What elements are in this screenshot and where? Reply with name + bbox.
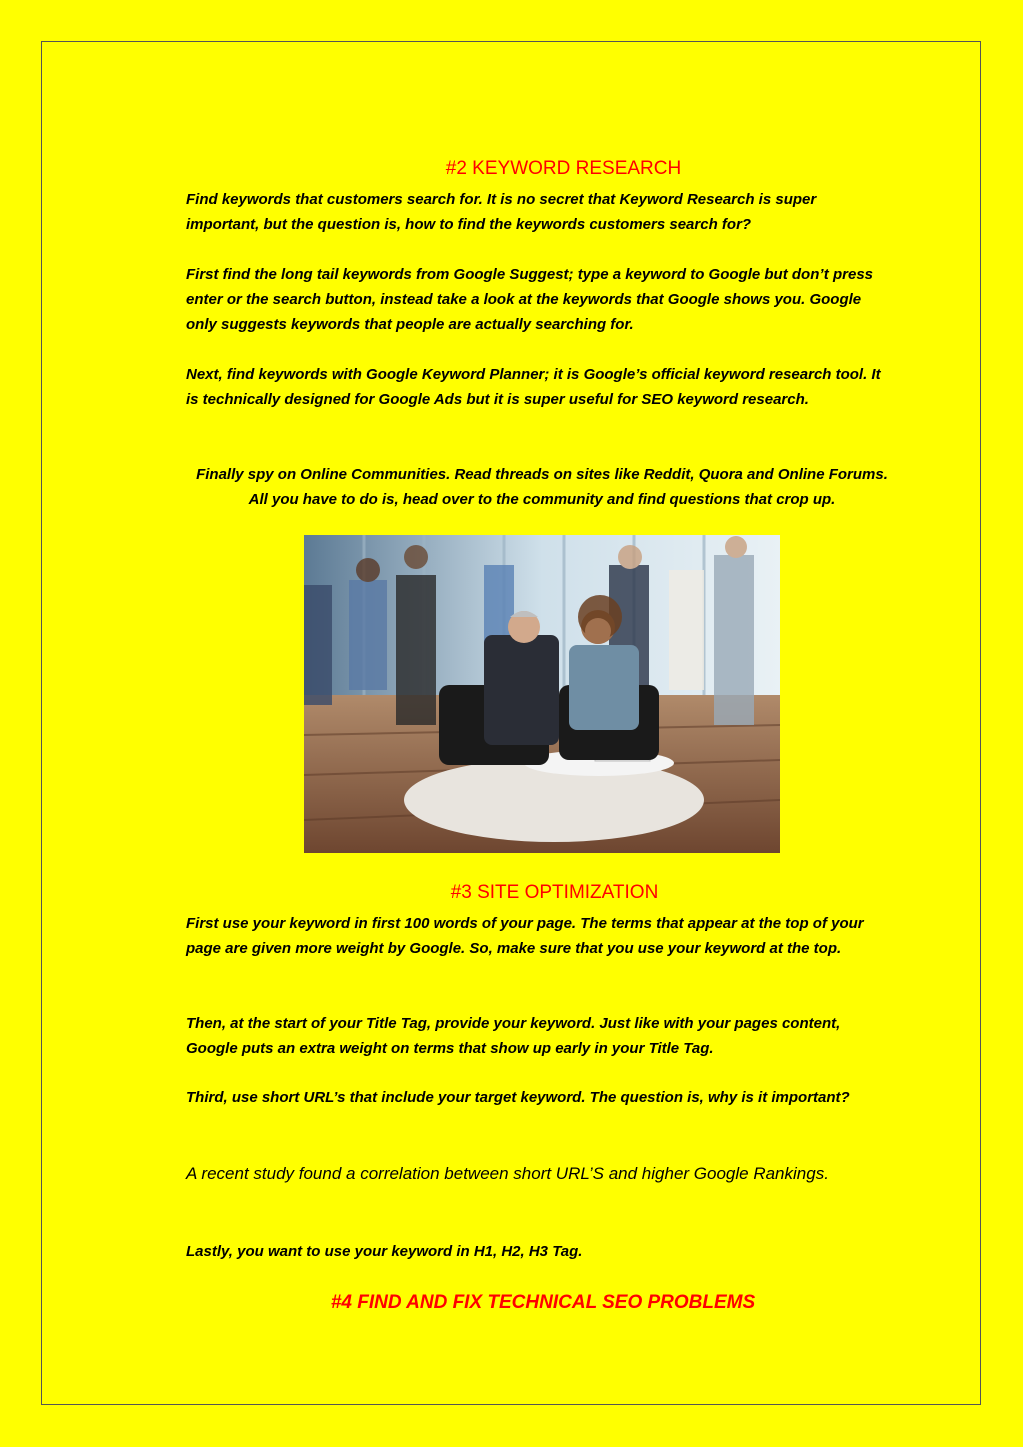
section-2-heading: #2 KEYWORD RESEARCH [445, 158, 682, 179]
section-3-paragraph-5: Lastly, you want to use your keyword in H1, H2, H3 Tag. [186, 1243, 583, 1260]
section-3-paragraph-3: Third, use short URL’s that include your target keyword. The question is, why is it important? [186, 1089, 850, 1106]
section-3-paragraph-1: First use your keyword in first 100 words of your page. The terms that appear at the top of your page are given more weight by Google. So, make sure that you use your keyword at the top. [186, 915, 864, 957]
office-meeting-photo [304, 535, 780, 853]
section-3-paragraph-4: A recent study found a correlation between short URL’S and higher Google Rankings. [186, 1164, 829, 1183]
section-3-paragraph-2: Then, at the start of your Title Tag, provide your keyword. Just like with your pages content, Google puts an extra weight on terms that show up early in your Title Tag. [186, 1015, 841, 1057]
section-2-paragraph-3: Next, find keywords with Google Keyword Planner; it is Google’s official keyword research tool. It is technically designed for Google Ads but it is super useful for SEO keyword research. [186, 366, 881, 408]
section-3-heading: #3 SITE OPTIMIZATION [450, 882, 659, 903]
section-2-paragraph-1: Find keywords that customers search for. It is no secret that Keyword Research is super important, but the question is, how to find the keywords customers search for? [186, 191, 817, 233]
section-2-paragraph-2: First find the long tail keywords from Google Suggest; type a keyword to Google but don’t press enter or the search button, instead take a look at the keywords that Google shows you. Google only suggests keywords that people are actually searching for. [186, 266, 873, 333]
section-4-heading: #4 FIND AND FIX TECHNICAL SEO PROBLEMS [330, 1292, 756, 1313]
section-2-paragraph-4: Finally spy on Online Communities. Read threads on sites like Reddit, Quora and Online Forums. All you have to do is, head over to the community and find questions that crop up. [196, 466, 888, 508]
